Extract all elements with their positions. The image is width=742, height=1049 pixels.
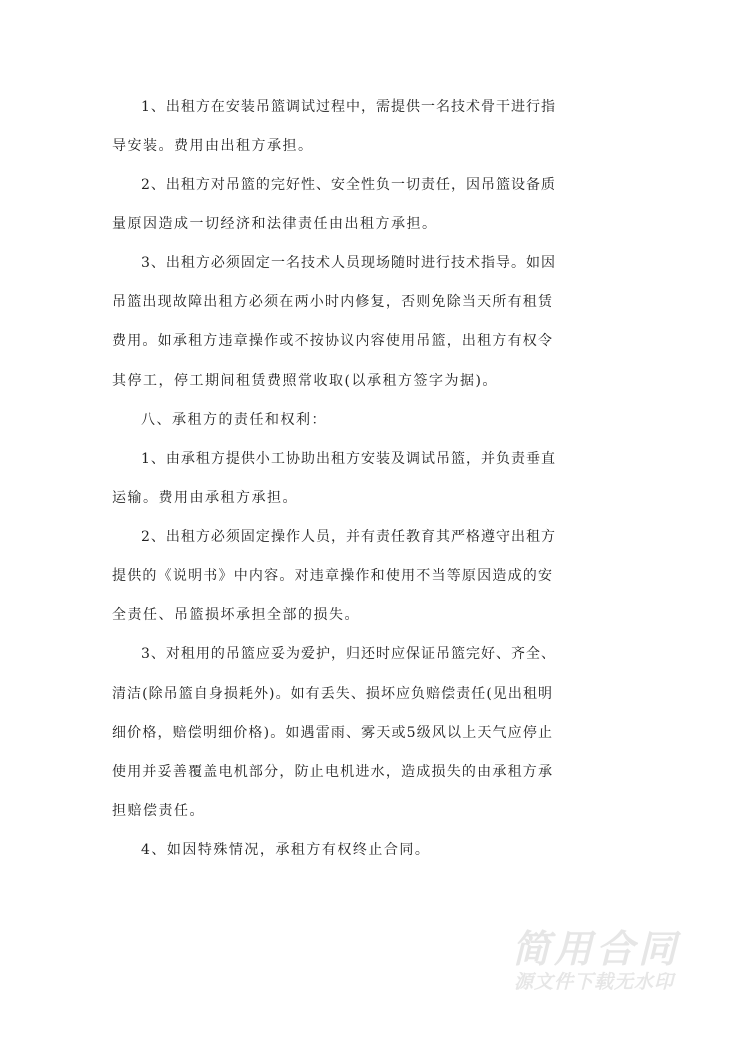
- text-line: 3、对租用的吊篮应妥为爱护，归还时应保证吊篮完好、齐全、: [141, 646, 555, 662]
- text-line: 其停工，停工期间租赁费照常收取(以承租方签字为据)。: [112, 373, 498, 389]
- text-line: 担赔偿责任。: [112, 803, 205, 819]
- watermark-title: 简用合同: [512, 927, 681, 971]
- text-line: 2、出租方对吊篮的完好性、安全性负一切责任，因吊篮设备质: [141, 177, 555, 193]
- text-line: 提供的《说明书》中内容。对违章操作和使用不当等原因造成的安: [112, 568, 552, 584]
- text-line: 量原因造成一切经济和法律责任由出租方承担。: [112, 216, 438, 232]
- text-line: 1、出租方在安装吊篮调试过程中，需提供一名技术骨干进行指: [141, 99, 555, 115]
- text-line: 细价格，赔偿明细价格)。如遇雷雨、雾天或5级风以上天气应停止: [112, 725, 552, 741]
- text-line: 1、由承租方提供小工协助出租方安装及调试吊篮，并负责垂直: [141, 451, 555, 467]
- text-line: 4、如因特殊情况，承租方有权终止合同。: [141, 842, 431, 858]
- text-line: 八、承租方的责任和权利：: [141, 412, 327, 428]
- watermark-subtitle: 源文件下载无水印: [514, 971, 675, 993]
- text-line: 导安装。费用由出租方承担。: [112, 138, 314, 154]
- text-line: 清洁(除吊篮自身损耗外)。如有丢失、损坏应负赔偿责任(见出租明: [112, 686, 552, 702]
- text-line: 2、出租方必须固定操作人员，并有责任教育其严格遵守出租方: [141, 529, 555, 545]
- text-line: 全责任、吊篮损坏承担全部的损失。: [112, 607, 360, 623]
- text-line: 吊篮出现故障出租方必须在两小时内修复，否则免除当天所有租赁: [112, 294, 552, 310]
- text-line: 使用并妥善覆盖电机部分，防止电机进水，造成损失的由承租方承: [112, 764, 552, 780]
- text-line: 3、出租方必须固定一名技术人员现场随时进行技术指导。如因: [141, 255, 555, 271]
- text-line: 运输。费用由承租方承担。: [112, 490, 298, 506]
- text-line: 费用。如承租方违章操作或不按协议内容使用吊篮，出租方有权令: [112, 333, 552, 349]
